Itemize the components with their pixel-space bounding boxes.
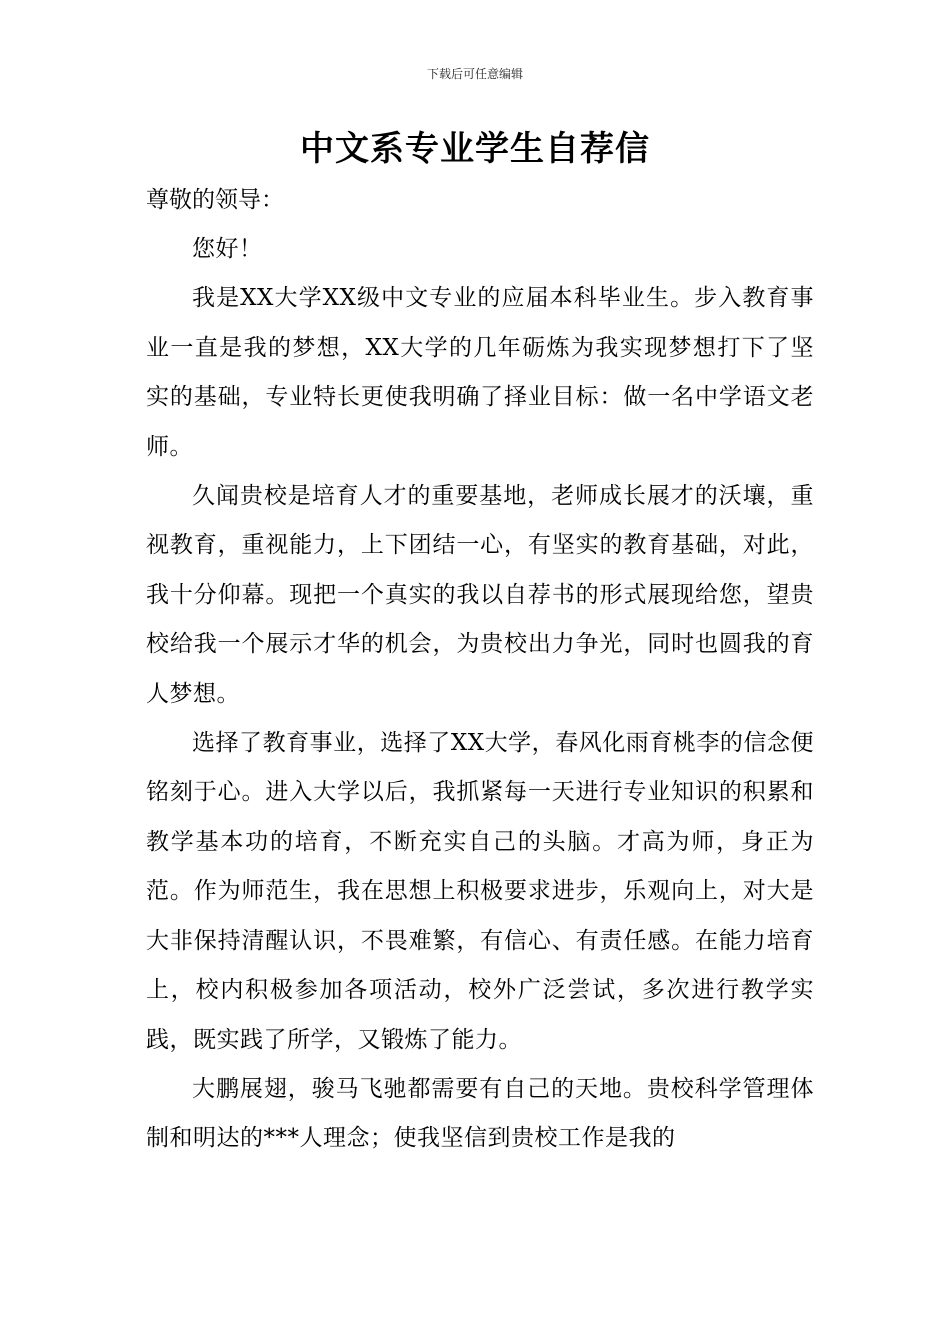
- paragraph-introduction: 我是XX大学XX级中文专业的应届本科毕业生。步入教育事业一直是我的梦想，XX大学的几年砺炼为我实现梦想打下了坚实的基础，专业特长更使我明确了择业目标：做一名中学语文老师。: [146, 285, 814, 460]
- document-title: 中文系专业学生自荐信: [300, 129, 650, 169]
- paragraph-greeting: 您好！: [192, 236, 263, 262]
- salutation: 尊敬的领导：: [146, 187, 284, 213]
- letter-body: [146, 225, 814, 1164]
- paragraph-aspiration: 大鹏展翅，骏马飞驰都需要有自己的天地。贵校科学管理体制和明达的***人理念；使我坚信到贵校工作是我的: [146, 1075, 814, 1152]
- paragraph-school-admiration: 久闻贵校是培育人才的重要基地，老师成长展才的沃壤，重视教育，重视能力，上下团结一心，有坚实的教育基础，对此，我十分仰幕。现把一个真实的我以自荐书的形式展现给您，望贵校给我一个展示才华的机会，为贵校出力争光，同时也圆我的育人梦想。: [146, 483, 814, 707]
- page-header-note: 下载后可任意编辑: [426, 67, 523, 81]
- paragraph-education-experience: 选择了教育事业，选择了XX大学，春风化雨育桃李的信念便铭刻于心。进入大学以后，我抓紧每一天进行专业知识的积累和教学基本功的培育，不断充实自己的头脑。才高为师，身正为范。作为师范生，我在思想上积极要求进步，乐观向上，对大是大非保持清醒认识，不畏难繁，有信心、有责任感。在能力培育上，校内积极参加各项活动，校外广泛尝试，多次进行教学实践，既实践了所学，又锻炼了能力。: [146, 730, 814, 1053]
